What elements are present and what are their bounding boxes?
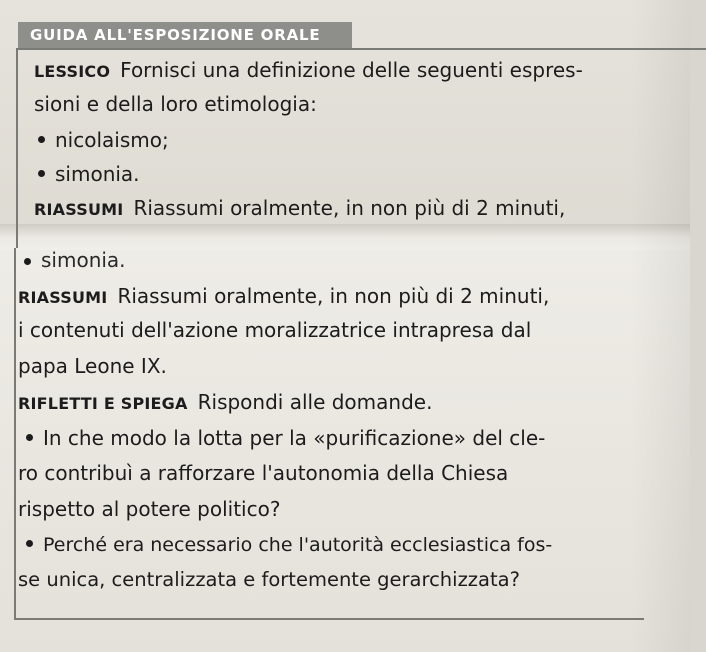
- riassumi-line-1: RIASSUMI Riassumi oralmente, in non più di 2 minuti,: [18, 284, 550, 308]
- cut-off-line: simonia.: [24, 253, 126, 263]
- question-1-line-3: rispetto al potere politico?: [18, 497, 281, 521]
- riassumi-label: RIASSUMI: [34, 200, 124, 219]
- bullet-icon: [24, 258, 31, 265]
- lessico-text-1: Fornisci una definizione delle seguenti espres-: [120, 58, 583, 82]
- lessico-item-1: nicolaismo;: [38, 128, 169, 152]
- bullet-icon: [26, 540, 33, 547]
- bullet-icon: [38, 136, 45, 143]
- lessico-line-2: sioni e della loro etimologia:: [34, 92, 317, 116]
- section-header: GUIDA ALL'ESPOSIZIONE ORALE: [18, 22, 352, 48]
- question-2-line-2: se unica, centralizzata e fortemente gerarchizzata?: [18, 568, 520, 591]
- lessico-line-1: [34, 58, 583, 84]
- rifletti-line: RIFLETTI E SPIEGA Rispondi alle domande.: [18, 390, 433, 414]
- lessico-label: LESSICO: [34, 62, 111, 81]
- riassumi-label: RIASSUMI: [18, 288, 108, 307]
- riassumi-partial-line: RIASSUMI Riassumi oralmente, in non più di 2 minuti,: [34, 196, 566, 220]
- question-1-line-2: ro contribuì a rafforzare l'autonomia della Chiesa: [18, 461, 509, 485]
- question-1-line-1: In che modo la lotta per la «purificazione» del cle-: [26, 426, 545, 450]
- riassumi-line-3: papa Leone IX.: [18, 354, 167, 378]
- lessico-item-2: simonia.: [38, 162, 140, 186]
- question-2-line-1: Perché era necessario che l'autorità ecclesiastica fos-: [26, 533, 552, 557]
- bullet-icon: [38, 170, 45, 177]
- rifletti-label: RIFLETTI E SPIEGA: [18, 394, 188, 413]
- bullet-icon: [26, 434, 33, 441]
- riassumi-line-2: i contenuti dell'azione moralizzatrice intrapresa dal: [18, 318, 532, 342]
